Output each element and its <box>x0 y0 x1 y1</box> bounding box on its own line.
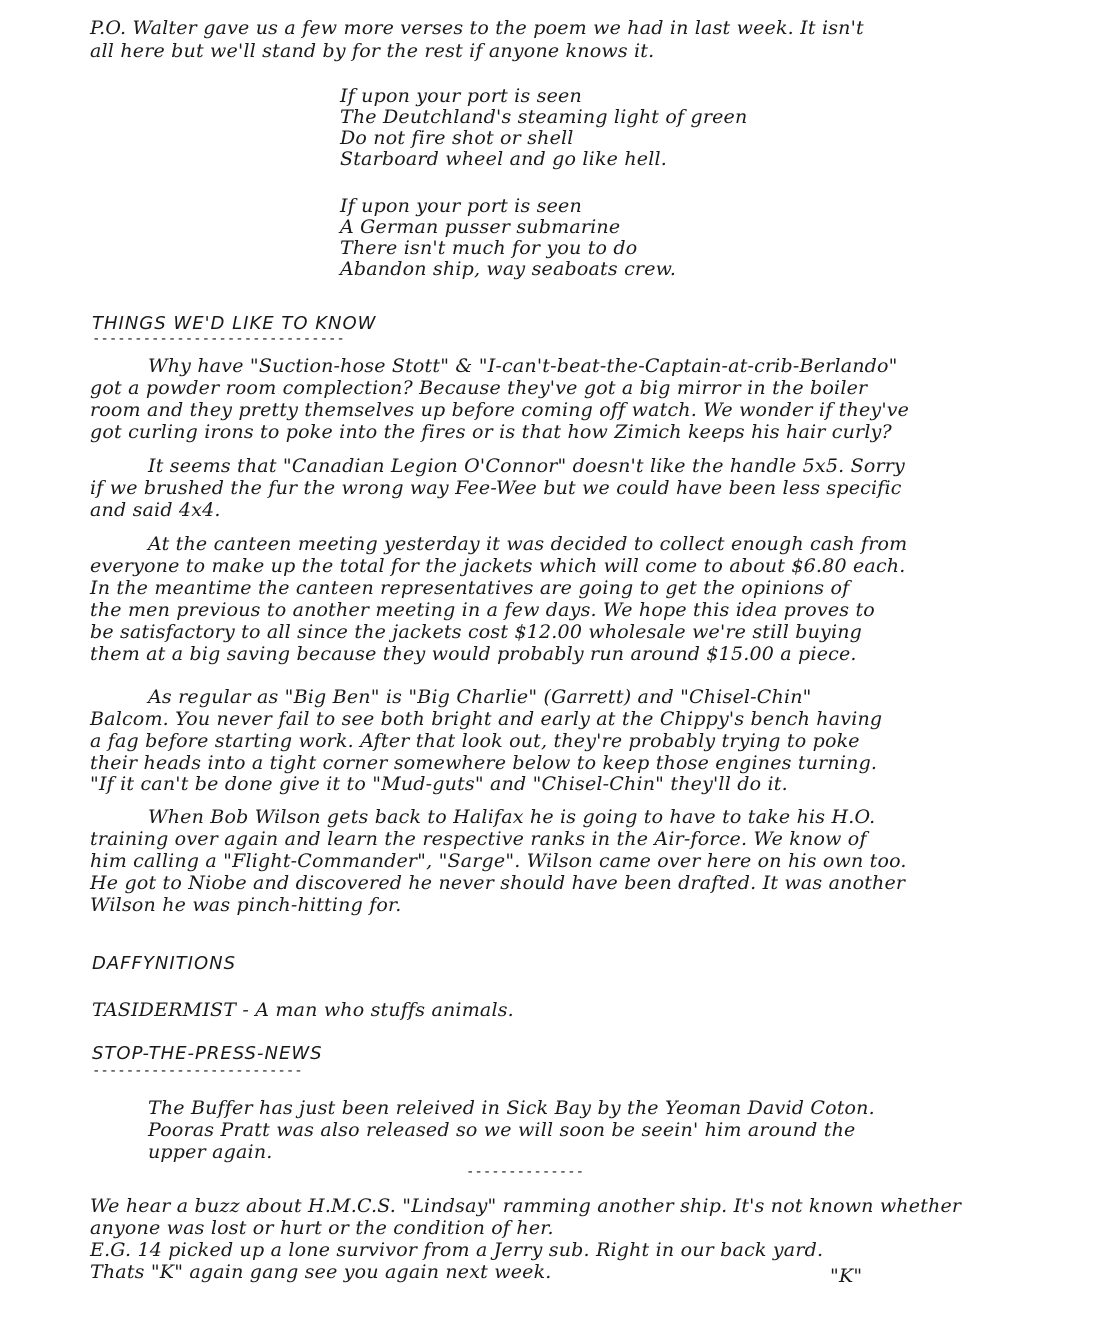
para3-line-1: At the canteen meeting yesterday it was decided to collect enough cash from <box>148 533 908 555</box>
para5-line-4: He got to Niobe and discovered he never should have been drafted. It was another <box>90 872 906 894</box>
signature: "K" <box>830 1265 863 1287</box>
para7-line-3: E.G. 14 picked up a lone survivor from a Jerry sub. Right in our back yard. <box>90 1239 824 1261</box>
para4-line-1: As regular as "Big Ben" is "Big Charlie" (Garrett) and "Chisel-Chin" <box>148 686 812 708</box>
para5-line-3: him calling a "Flight-Commander", "Sarge". Wilson came over here on his own too. <box>90 850 907 872</box>
para7-line-4: Thats "K" again gang see you again next week. <box>90 1261 552 1283</box>
para7-line-1: We hear a buzz about H.M.C.S. "Lindsay" ramming another ship. It's not known whether <box>90 1195 962 1217</box>
stop-press-heading: STOP-THE-PRESS-NEWS <box>92 1043 323 1064</box>
para1-line-3: room and they pretty themselves up before coming off watch. We wonder if they've <box>90 399 910 421</box>
intro-line-2: all here but we'll stand by for the rest if anyone knows it. <box>90 40 655 62</box>
stop-press-underline: ------------------------- <box>92 1063 303 1079</box>
para4-line-2: Balcom. You never fail to see both bright and early at the Chippy's bench having <box>90 708 883 730</box>
daffynition-entry: TASIDERMIST - A man who stuffs animals. <box>92 999 514 1021</box>
para6-line-2: Pooras Pratt was also released so we will soon be seein' him around the <box>148 1119 856 1141</box>
intro-line-1: P.O. Walter gave us a few more verses to the poem we had in last week. It isn't <box>90 17 864 39</box>
para3-line-5: be satisfactory to all since the jackets cost $12.00 wholesale we're still buying <box>90 621 863 643</box>
things-heading-underline: ------------------------------ <box>92 331 345 347</box>
verse2-line-1: If upon your port is seen <box>340 195 582 217</box>
para4-line-4: their heads into a tight corner somewhere below to keep those engines turning. <box>90 752 878 774</box>
daffynitions-heading: DAFFYNITIONS <box>92 953 237 974</box>
verse1-line-2: The Deutchland's steaming light of green <box>340 106 748 128</box>
para4-line-5: "If it can't be done give it to "Mud-guts" and "Chisel-Chin" they'll do it. <box>90 773 788 795</box>
verse2-line-4: Abandon ship, way seaboats crew. <box>340 258 677 280</box>
para1-line-2: got a powder room complection? Because they've got a big mirror in the boiler <box>90 377 868 399</box>
para4-line-3: a fag before starting work. After that look out, they're probably trying to poke <box>90 730 860 752</box>
para1-line-1: Why have "Suction-hose Stott" & "I-can't-beat-the-Captain-at-crib-Berlando" <box>148 355 898 377</box>
para3-line-6: them at a big saving because they would probably run around $15.00 a piece. <box>90 643 857 665</box>
para2-line-1: It seems that "Canadian Legion O'Connor" doesn't like the handle 5x5. Sorry <box>148 455 905 477</box>
para5-line-2: training over again and learn the respective ranks in the Air-force. We know of <box>90 828 867 850</box>
para5-line-1: When Bob Wilson gets back to Halifax he is going to have to take his H.O. <box>148 806 876 828</box>
section-separator: -------------- <box>466 1164 585 1180</box>
things-heading: THINGS WE'D LIKE TO KNOW <box>92 313 377 334</box>
verse1-line-3: Do not fire shot or shell <box>340 127 574 149</box>
para6-line-3: upper again. <box>148 1141 273 1163</box>
para6-line-1: The Buffer has just been releived in Sick Bay by the Yeoman David Coton. <box>148 1097 875 1119</box>
para2-line-3: and said 4x4. <box>90 499 221 521</box>
para7-line-2: anyone was lost or hurt or the condition of her. <box>90 1217 554 1239</box>
verse1-line-4: Starboard wheel and go like hell. <box>340 148 668 170</box>
verse2-line-2: A German pusser submarine <box>340 216 621 238</box>
para2-line-2: if we brushed the fur the wrong way Fee-Wee but we could have been less specific <box>90 477 902 499</box>
para3-line-2: everyone to make up the total for the jackets which will come to about $6.80 each. <box>90 555 906 577</box>
verse2-line-3: There isn't much for you to do <box>340 237 638 259</box>
para3-line-4: the men previous to another meeting in a few days. We hope this idea proves to <box>90 599 875 621</box>
verse1-line-1: If upon your port is seen <box>340 85 582 107</box>
para3-line-3: In the meantime the canteen representatives are going to get the opinions of <box>90 577 850 599</box>
para5-line-5: Wilson he was pinch-hitting for. <box>90 894 402 916</box>
para1-line-4: got curling irons to poke into the fires or is that how Zimich keeps his hair curly? <box>90 421 892 443</box>
